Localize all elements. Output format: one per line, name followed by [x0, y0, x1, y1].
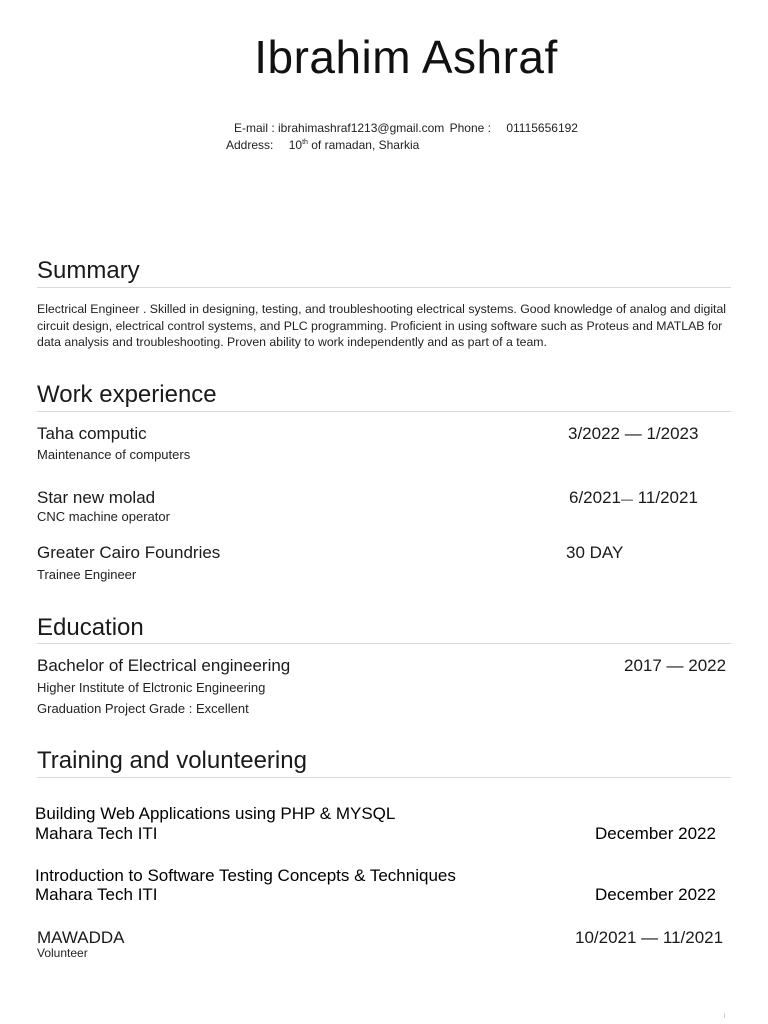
- address-superscript: th: [302, 139, 308, 146]
- training-date: December 2022: [595, 824, 716, 843]
- training-heading: Training and volunteering: [37, 747, 307, 774]
- education-divider: [37, 643, 731, 644]
- work-heading: Work experience: [37, 381, 217, 408]
- education-degree: Bachelor of Electrical engineering: [37, 656, 291, 675]
- volunteer-role: Volunteer: [37, 946, 88, 960]
- education-institute: Higher Institute of Elctronic Engineering: [37, 680, 266, 695]
- email-label: E-mail :: [234, 121, 275, 135]
- job-role: Maintenance of computers: [37, 447, 191, 462]
- phone-label: Phone :: [449, 121, 491, 135]
- phone-value: 01115656192: [506, 121, 578, 135]
- job-dates: 3/2022 — 1/2023: [568, 424, 699, 443]
- training-org: Mahara Tech ITI: [35, 885, 158, 904]
- job-role: Trainee Engineer: [37, 567, 137, 582]
- work-divider: [37, 411, 731, 412]
- training-divider: [37, 777, 731, 778]
- address-line: [226, 138, 419, 152]
- training-title: Introduction to Software Testing Concepts & Techniques: [35, 866, 456, 885]
- training-title: Building Web Applications using PHP & MYSQL: [35, 804, 396, 823]
- address-value: of ramadan, Sharkia: [307, 138, 420, 152]
- summary-heading: Summary: [37, 257, 140, 284]
- job-company: Star new molad: [37, 488, 156, 507]
- job-date-end: 11/2021: [633, 488, 698, 507]
- job-date-dash: —: [621, 492, 633, 506]
- job-dates: [569, 488, 698, 508]
- job-date-start: 6/2021: [569, 488, 621, 507]
- training-org: Mahara Tech ITI: [35, 824, 158, 843]
- address-number: 10: [288, 138, 303, 152]
- candidate-name: Ibrahim Ashraf: [254, 31, 558, 83]
- education-dates: 2017 — 2022: [624, 656, 727, 675]
- contact-line: [234, 121, 578, 135]
- job-role: CNC machine operator: [37, 509, 170, 524]
- education-heading: Education: [37, 614, 144, 641]
- job-company: Taha computic: [37, 424, 147, 443]
- volunteer-org: MAWADDA: [37, 928, 125, 947]
- page-edge-mark: [724, 1013, 725, 1018]
- summary-divider: [37, 287, 731, 288]
- job-company: Greater Cairo Foundries: [37, 543, 221, 562]
- training-date: December 2022: [595, 885, 716, 904]
- address-label: Address:: [226, 138, 274, 152]
- job-dates: 30 DAY: [566, 543, 624, 562]
- volunteer-dates: 10/2021 — 11/2021: [575, 928, 724, 947]
- education-grade: Graduation Project Grade : Excellent: [37, 701, 249, 716]
- email-value[interactable]: ibrahimashraf1213@gmail.com: [278, 121, 445, 135]
- summary-text: Electrical Engineer . Skilled in designing, testing, and troubleshooting electrical systems. Good knowledge of analog and digital circuit design, electrical control systems, and PLC programming. Proficient in using software such as Proteus and MATLAB for data analysis and troubleshooting. Proven ability to work independently and as part of a team.: [37, 302, 727, 349]
